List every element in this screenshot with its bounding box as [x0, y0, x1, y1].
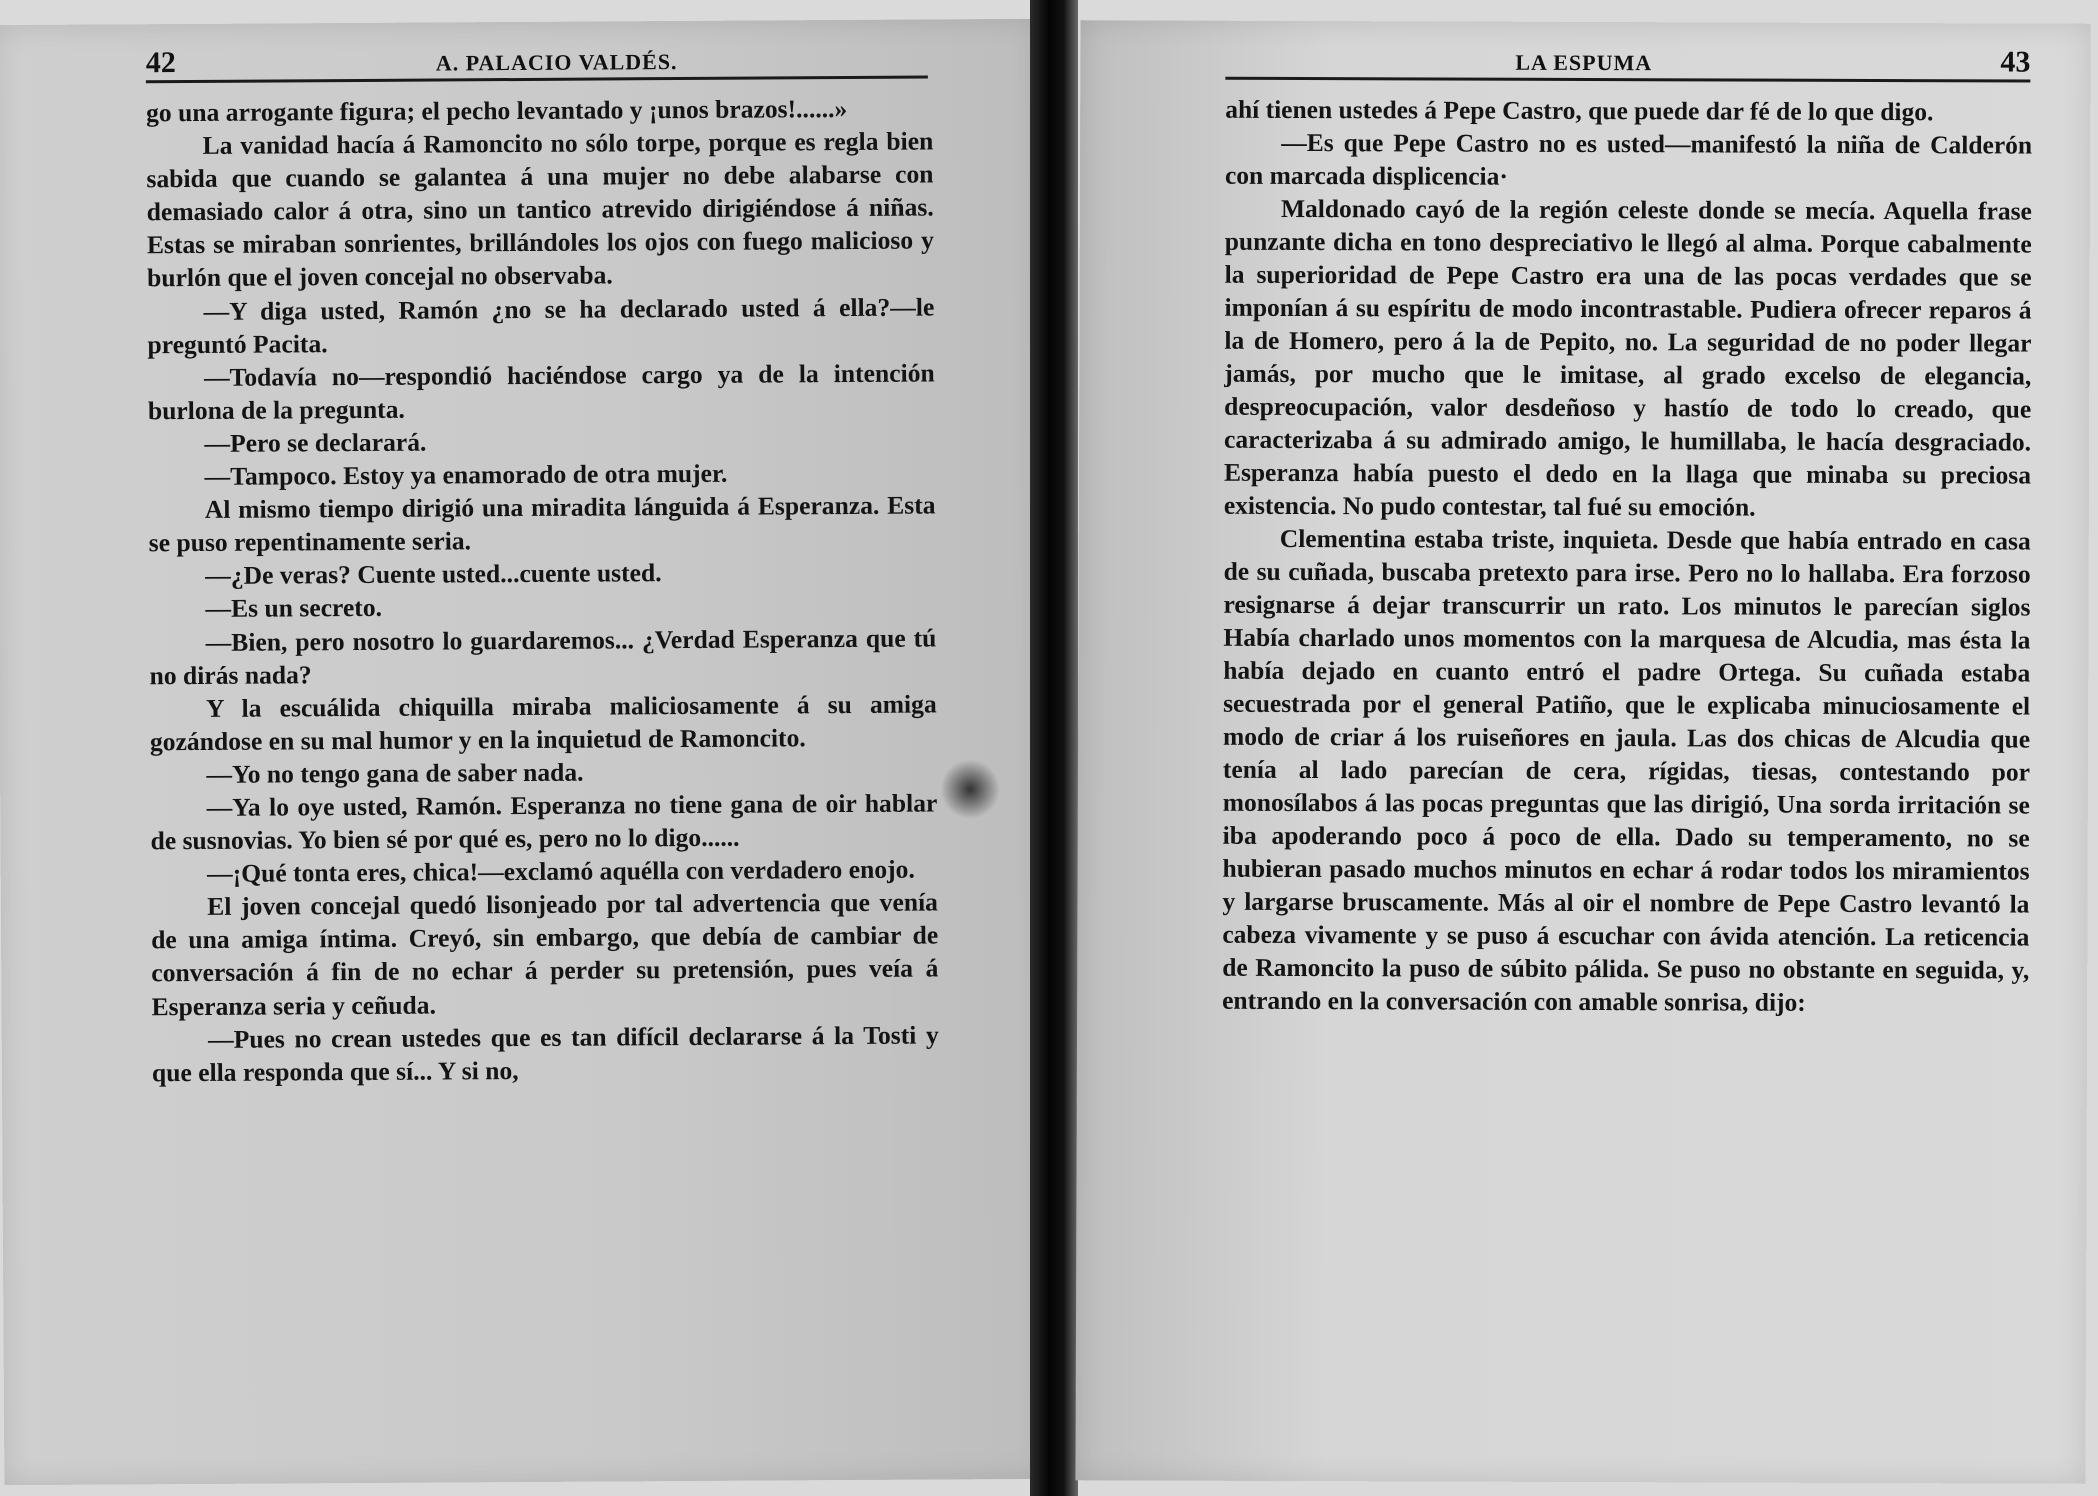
book-gutter — [1030, 0, 1078, 1496]
paragraph: —¿De veras? Cuente usted...cuente usted. — [205, 558, 662, 591]
paragraph: —Todavía no—respondió haciéndose cargo ya de la intención burlona de la pregunta. — [147, 358, 935, 426]
paragraph: —Ya lo oye usted, Ramón. Esperanza no tiene gana de oir hablar de susnovias. Yo bien sé por qué es, pero no lo digo...... — [150, 788, 938, 856]
left-page — [0, 19, 1046, 1485]
left-page-body — [146, 91, 939, 1089]
paragraph: —Es que Pepe Castro no es usted—manifestó la niña de Calderón con marcada displicencia· — [1224, 127, 2033, 191]
left-page-header — [146, 42, 928, 84]
left-running-head: A. PALACIO VALDÉS. — [435, 49, 678, 76]
paragraph: Y la escuálida chiquilla miraba maliciosamente á su amiga gozándose en su mal humor y en la inquietud de Ramoncito. — [149, 689, 937, 757]
paragraph: —¡Qué tonta eres, chica!—exclamó aquélla con verdadero enojo. — [206, 854, 915, 889]
paragraph: —Yo no tengo gana de saber nada. — [206, 757, 584, 789]
right-running-head: LA ESPUMA — [1515, 49, 1653, 76]
paragraph: El joven concejal quedó lisonjeado por tal advertencia que venía de una amiga íntima. Creyó, sin embargo, que debía de cambiar de conversación á fin de no echar á perder su pretensión, pues veía á Esperanza seria y ceñuda. — [151, 887, 939, 1021]
paragraph: go una arrogante figura; el pecho levantado y ¡unos brazos!......» — [145, 93, 848, 128]
paragraph: —Bien, pero nosotro lo guardaremos... ¿Verdad Esperanza que tú no dirás nada? — [149, 622, 937, 690]
paragraph: —Pues no crean ustedes que es tan difícil declararse á la Tosti y que ella responda que sí... Y si no, — [151, 1020, 939, 1087]
right-page-number: 43 — [2000, 45, 2031, 79]
right-page — [1075, 20, 2090, 1484]
ink-smudge — [940, 759, 1000, 819]
paragraph: —Y diga usted, Ramón ¿no se ha declarado usted á ella?—le preguntó Pacita. — [147, 292, 935, 359]
paragraph: ahí tienen ustedes á Pepe Castro, que puede dar fé de lo que digo. — [1225, 94, 1934, 127]
paragraph: —Tampoco. Estoy ya enamorado de otra mujer. — [204, 458, 728, 491]
right-page-header — [1225, 43, 2030, 83]
right-page-body — [1222, 93, 2032, 1020]
left-page-number: 42 — [145, 46, 176, 80]
paragraph: —Pero se declarará. — [204, 427, 427, 458]
paragraph: —Es un secreto. — [205, 593, 383, 624]
paragraph: Clementina estaba triste, inquieta. Desde que había entrado en casa de su cuñada, buscaba pretexto para irse. Pero no lo hallaba. Era forzoso resignarse á dejar transcurrir un rato. Los minutos le parecían siglos Había charlado unos momentos con la marquesa de Alcudia, mas ésta la había dejado en cuanto entró el padre Ortega. Su cuñada estaba secuestrada por el general Patiño, que le explicaba minuciosamente el modo de criar á los ruiseñores en jaula. Las dos chicas de Alcudia que tenía al lado parecían de cera, rígidas, tiesas, contestando por monosílabos á las pocas preguntas que las dirigió, Una sorda irritación se iba apoderando poco á poco de ella. Dado su temperamento, no se hubieran pasado muchos minutos en echar á rodar todos los miramientos y largarse bruscamente. Más al oir el nombre de Pepe Castro levantó la cabeza vivamente y se puso á escuchar con ávida atención. La reticencia de Ramoncito la puso de súbito pálida. Se puso no obstante en seguida, y, entrando en la conversación con amable sonrisa, dijo: — [1222, 523, 2031, 1017]
paragraph: La vanidad hacía á Ramoncito no sólo torpe, porque es regla bien sabida que cuando se galantea á una mujer no debe alabarse con demasiado calor á otra, sino un tantico atrevido dirigiéndose á niñas. Estas se miraban sonrientes, brillándoles los ojos con fuego malicioso y burlón que el joven concejal no observaba. — [146, 126, 934, 293]
paragraph: Maldonado cayó de la región celeste donde se mecía. Aquella frase punzante dicha en tono despreciativo le llegó al alma. Porque cabalmente la superioridad de Pepe Castro era una de las pocas verdades que se imponían á su espíritu de modo incontrastable. Pudiera ofrecer reparos á la de Homero, pero á la de Pepito, no. La seguridad de no poder llegar jamás, por mucho que le imitase, al grado excelso de elegancia, despreocupación, valor desdeñoso y hastío de todo lo creado, que caracterizaba á su admirado amigo, le humillaba, le hacía desgraciado. Esperanza había puesto el dedo en la llaga que minaba su preciosa existencia. No pudo contestar, tal fué su emoción. — [1223, 193, 2032, 522]
paragraph: Al mismo tiempo dirigió una miradita lánguida á Esperanza. Esta se puso repentinamente seria. — [148, 490, 936, 558]
